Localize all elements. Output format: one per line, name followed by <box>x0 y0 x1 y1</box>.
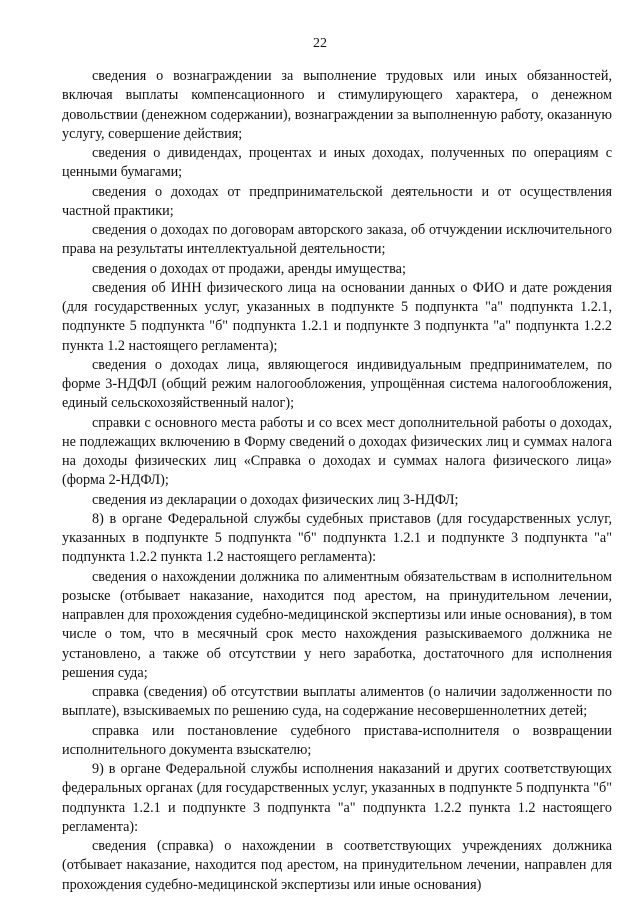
paragraph: сведения о дивидендах, процентах и иных доходах, полученных по операциям с ценными бумагами; <box>62 145 612 181</box>
paragraph: сведения о доходах от продажи, аренды имущества; <box>92 260 406 277</box>
paragraph: сведения о доходах лица, являющегося индивидуальным предпринимателем, по форме 3-НДФЛ (общий режим налогообложения, упрощённая система налогообложения, единый сельскохозяйственный налог); <box>62 356 612 412</box>
paragraph: справка или постановление судебного пристава-исполнителя о возвращении исполнительного документа взыскателю; <box>62 722 612 758</box>
paragraph: сведения из декларации о доходах физических лиц 3-НДФЛ; <box>92 491 459 508</box>
paragraph: справка (сведения) об отсутствии выплаты алиментов (о наличии задолженности по выплате), взыскиваемых по решению суда, на содержание несовершеннолетних детей; <box>62 684 612 720</box>
paragraph: сведения (справка) о нахождении в соответствующих учреждениях должника (отбывает наказание, находится под арестом, на принудительном лечении, направлен для прохождения судебно-медицинской экспертизы или иные основания) <box>62 838 612 893</box>
paragraph: сведения о доходах от предпринимательской деятельности и от осуществления частной практики; <box>62 183 612 219</box>
paragraph: справки с основного места работы и со всех мест дополнительной работы о доходах, не подлежащих включению в Форму сведений о доходах физических лиц и суммах налога на доходы физических лиц «Справка о доходах и суммах налога физического лица» (форма 2-НДФЛ); <box>62 414 612 489</box>
paragraph: сведения о нахождении должника по алиментным обязательствам в исполнительном розыске (отбывает наказание, находится под арестом, на принудительном лечении, направлен для прохождения судебно-медицинской экспертизы или иные основания), в том числе о том, что в месячный срок место нахождения разыскиваемого должника не установлено, а также об отсутствии у него заработка, достаточного для исполнения решения суда; <box>62 568 612 681</box>
page-number: 22 <box>313 36 327 51</box>
paragraph: 8) в органе Федеральной службы судебных приставов (для государственных услуг, указанных в подпункте 5 подпункта "б" подпункта 1.2.1 и подпункте 3 подпункта "а" подпункта 1.2.2 пункта 1.2 настоящего регламента): <box>62 510 612 566</box>
paragraph: сведения о доходах по договорам авторского заказа, об отчуждении исключительного права на результаты интеллектуальной деятельности; <box>62 222 612 258</box>
paragraph: 9) в органе Федеральной службы исполнения наказаний и других соответствующих федеральных органах (для государственных услуг, указанных в подпункте 5 подпункта "б" подпункта 1.2.1 и подпункте 3 подпункта "а" подпункта 1.2.2 пункта 1.2 настоящего регламента): <box>62 761 612 835</box>
paragraph: сведения об ИНН физического лица на основании данных о ФИО и дате рождения (для государственных услуг, указанных в подпункте 5 подпункта "а" подпункта 1.2.1, подпункте 5 подпункта "б" подпункта 1.2.1 и подпункте 3 подпункта "а" подпункта 1.2.2 пункта 1.2 настоящего регламента); <box>62 279 612 354</box>
paragraph: сведения о вознаграждении за выполнение трудовых или иных обязанностей, включая выплаты компенсационного и стимулирующего характера, о денежном довольствии (денежном содержании), вознаграждении за выполненную работу, оказанную услугу, совершение действия; <box>62 68 612 142</box>
document-body <box>62 67 612 895</box>
